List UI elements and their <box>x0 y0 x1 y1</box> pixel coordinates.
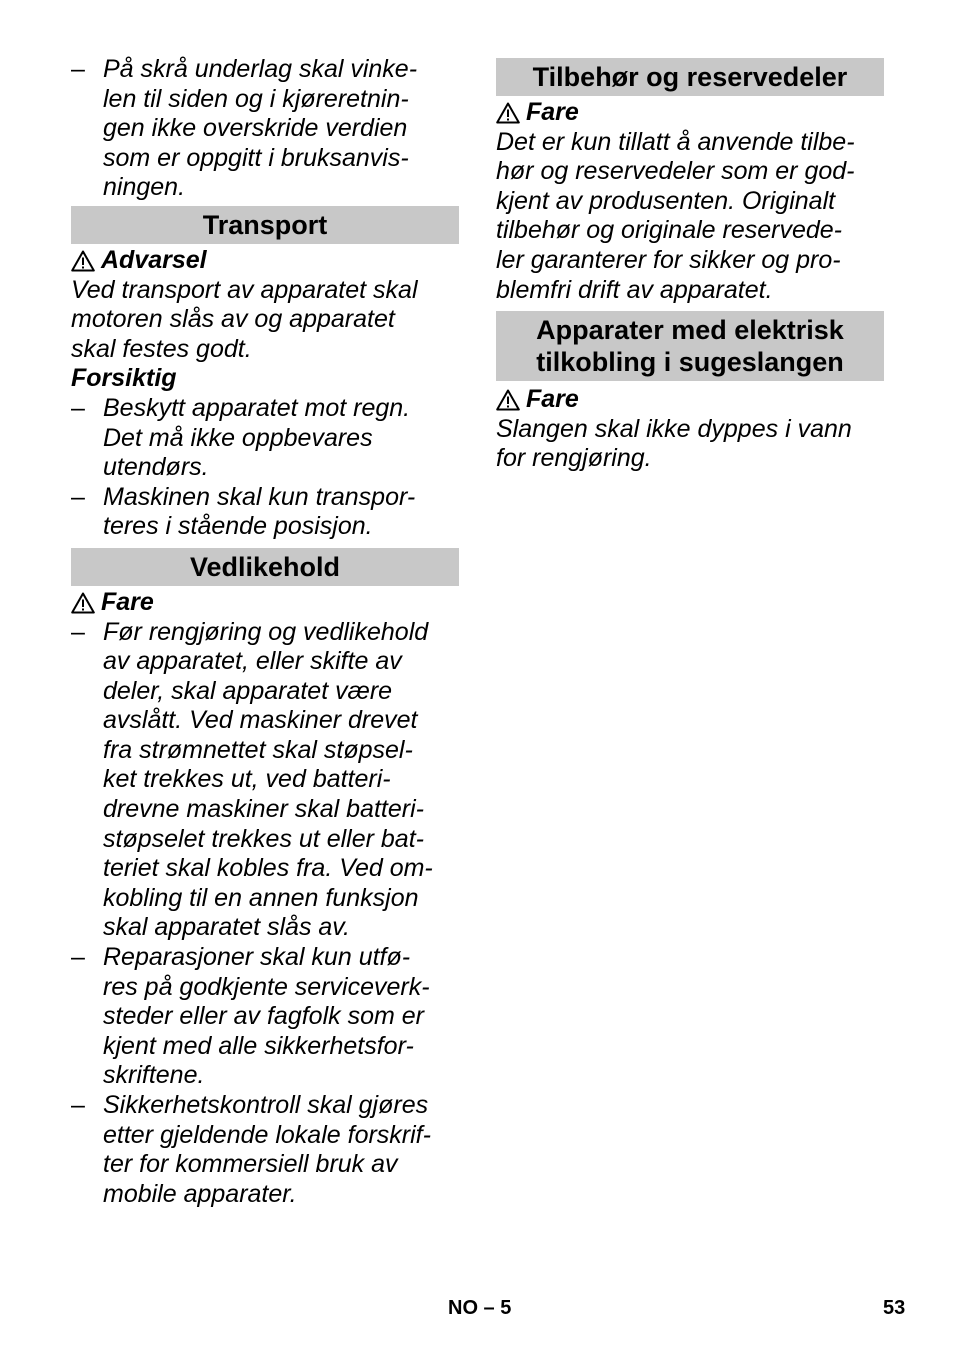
warning-signal: Advarsel <box>71 246 459 276</box>
section-heading-accessories: Tilbehør og reservedeler <box>496 58 884 96</box>
left-column <box>71 55 459 1209</box>
danger-signal: Fare <box>496 385 884 415</box>
electric-text: Slangen skal ikke dyppes i vann for rengjøring. <box>496 414 852 473</box>
page-number: 53 <box>883 1297 906 1319</box>
warning-triangle-icon <box>71 592 95 614</box>
list-item: – Beskytt apparatet mot regn. Det må ikke oppbevares utendørs. <box>71 393 411 482</box>
list-item: – Maskinen skal kun transpor- teres i stående posisjon. <box>71 482 416 541</box>
danger-signal: Fare <box>71 588 459 618</box>
transport-list <box>71 394 459 542</box>
section-heading-transport: Transport <box>71 206 459 244</box>
warning-triangle-icon <box>496 102 520 124</box>
section-heading-electric: Apparater med elektrisk tilkobling i sugeslangen <box>496 311 884 381</box>
list-item: – Før rengjøring og vedlikehold av apparatet, eller skifte av deler, skal apparatet være avslått. Ved maskiner drevet fra strømnettet skal støpsel- ket trekkes ut, ved batteri- drevne maskiner skal batteri- støpselet trekkes ut eller bat- teriet skal kobles fra. Ved om- kobling til en annen funksjon skal apparatet slås av. <box>71 617 433 942</box>
list-item: – På skrå underlag skal vinke- len til siden og i kjøreretnin- gen ikke overskride verdien som er oppgitt i bruksanvis- ningen. <box>71 55 418 202</box>
section-heading-maintenance: Vedlikehold <box>71 548 459 586</box>
caution-signal: Forsiktig <box>71 364 177 393</box>
list-item: – Sikkerhetskontroll skal gjøres etter gjeldende lokale forskrif- ter for kommersiell bruk av mobile apparater. <box>71 1091 431 1208</box>
footer-section-label: NO – 5 <box>448 1297 512 1319</box>
accessories-text: Det er kun tillatt å anvende tilbe- hør og reservedeler som er god- kjent av produsenten. Originalt tilbehør og originale reservede- ler garanterer for sikker og pro- blemfri drift av apparatet. <box>496 127 855 304</box>
list-item-text: På skrå underlag skal vinke- len til siden og i kjøreretnin- gen ikke overskride verdien som er oppgitt i bruksanvis- ningen. <box>103 55 418 202</box>
warning-triangle-icon <box>71 250 95 272</box>
intro-list <box>71 55 459 203</box>
list-item: – Reparasjoner skal kun utfø- res på godkjente serviceverk- steder eller av fagfolk som er kjent med alle sikkerhetsfor- skriftene. <box>71 943 430 1090</box>
right-column <box>496 58 884 474</box>
maintenance-list <box>71 618 459 1210</box>
warning-triangle-icon <box>496 389 520 411</box>
warning-text: Ved transport av apparatet skal motoren slås av og apparatet skal festes godt. <box>71 275 418 363</box>
danger-signal: Fare <box>496 98 884 128</box>
